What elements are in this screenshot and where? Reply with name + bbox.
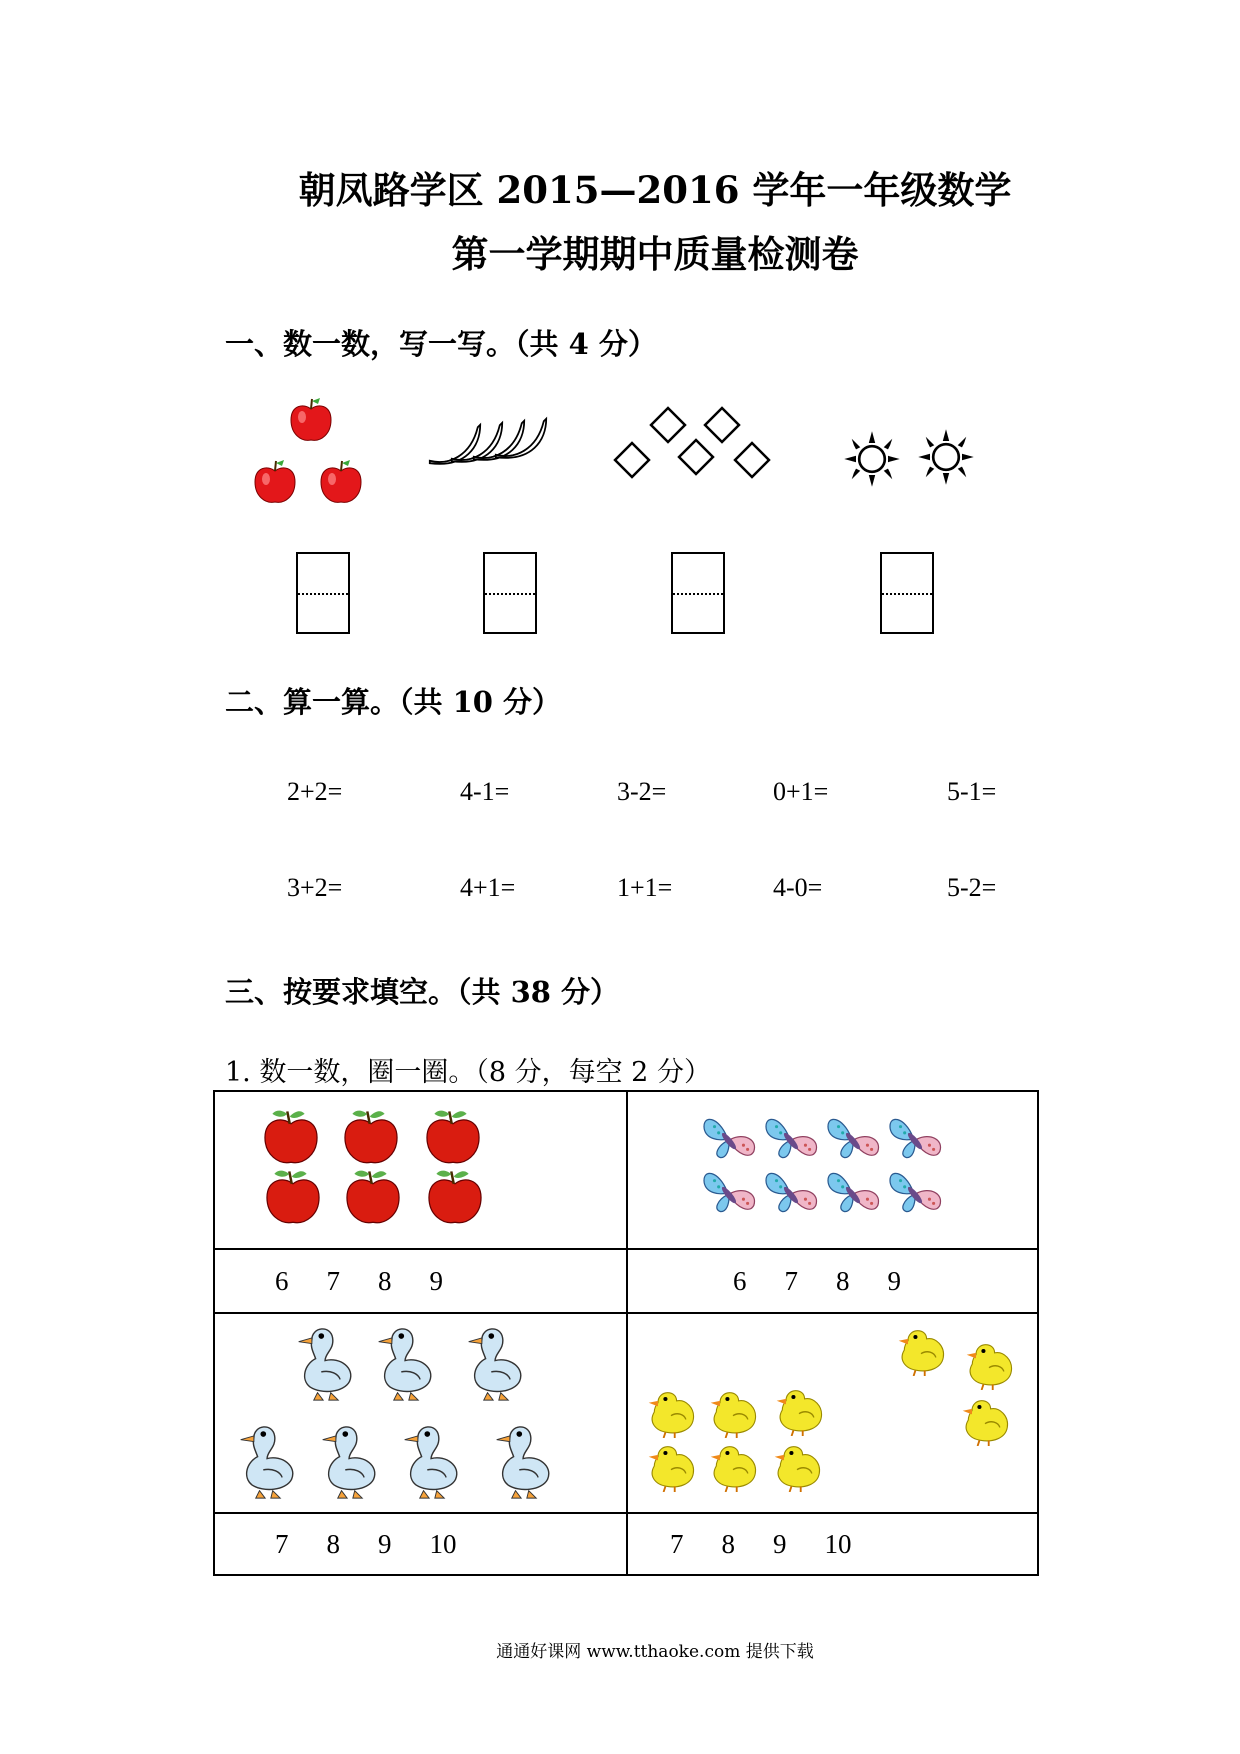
- calc-2-5: 5-2=: [947, 873, 997, 902]
- option[interactable]: 9: [429, 1265, 443, 1296]
- option[interactable]: 7: [670, 1528, 684, 1559]
- red-apples-picture: [260, 1104, 500, 1239]
- title-line-2: 第一学期期中质量检测卷: [451, 232, 859, 276]
- option[interactable]: 8: [326, 1528, 340, 1559]
- cell-apples-picture: [214, 1091, 627, 1249]
- option[interactable]: 8: [721, 1528, 735, 1559]
- option[interactable]: 10: [429, 1528, 457, 1559]
- calc-2-1: 3+2=: [287, 873, 343, 902]
- option[interactable]: 9: [773, 1528, 787, 1559]
- section-1-heading: 一、数一数，写一写。（共 4 分）: [225, 327, 657, 361]
- cell-ducks-picture: [214, 1313, 627, 1513]
- option[interactable]: 6: [733, 1265, 747, 1296]
- diamonds-group: [612, 405, 777, 485]
- option[interactable]: 7: [326, 1265, 340, 1296]
- option[interactable]: 10: [824, 1528, 852, 1559]
- cell-ducks-options: [214, 1513, 627, 1575]
- answer-box-apples[interactable]: [296, 552, 350, 634]
- section-2-heading: 二、算一算。（共 10 分）: [225, 685, 562, 719]
- apples-group: [250, 395, 375, 520]
- calc-2-2: 4+1=: [460, 873, 516, 902]
- question-1-label: 1. 数一数，圈一圈。（8 分，每空 2 分）: [225, 1057, 711, 1088]
- calc-1-4: 0+1=: [773, 777, 829, 806]
- option[interactable]: 8: [836, 1265, 850, 1296]
- footer: 通通好课网 www.tthaoke.com 提供下载: [496, 1642, 814, 1662]
- calc-2-3: 1+1=: [617, 873, 673, 902]
- calc-1-2: 4-1=: [460, 777, 510, 806]
- ducks-picture: [235, 1319, 565, 1509]
- calc-2-4: 4-0=: [773, 873, 823, 902]
- calc-1-5: 5-1=: [947, 777, 997, 806]
- counting-table: [213, 1090, 1039, 1576]
- cell-apples-options: [214, 1249, 627, 1313]
- option[interactable]: 8: [378, 1265, 392, 1296]
- answer-box-bananas[interactable]: [483, 552, 537, 634]
- cell-butterflies-options: [627, 1249, 1038, 1313]
- butterflies-picture: [698, 1112, 968, 1222]
- title-line-1: 朝凤路学区 2015—2016 学年一年级数学: [298, 168, 1012, 212]
- chicks-picture: [643, 1324, 1013, 1514]
- option[interactable]: 9: [887, 1265, 901, 1296]
- calc-1-3: 3-2=: [617, 777, 667, 806]
- option[interactable]: 7: [275, 1528, 289, 1559]
- cell-chicks-options: [627, 1513, 1038, 1575]
- option[interactable]: 7: [784, 1265, 798, 1296]
- section-3-heading: 三、按要求填空。（共 38 分）: [225, 975, 620, 1009]
- bananas-group: [425, 410, 560, 470]
- cell-butterflies-picture: [627, 1091, 1038, 1249]
- option[interactable]: 6: [275, 1265, 289, 1296]
- cell-chicks-picture: [627, 1313, 1038, 1513]
- answer-box-diamonds[interactable]: [671, 552, 725, 634]
- calc-1-1: 2+2=: [287, 777, 343, 806]
- option[interactable]: 9: [378, 1528, 392, 1559]
- answer-box-suns[interactable]: [880, 552, 934, 634]
- suns-group: [840, 425, 980, 495]
